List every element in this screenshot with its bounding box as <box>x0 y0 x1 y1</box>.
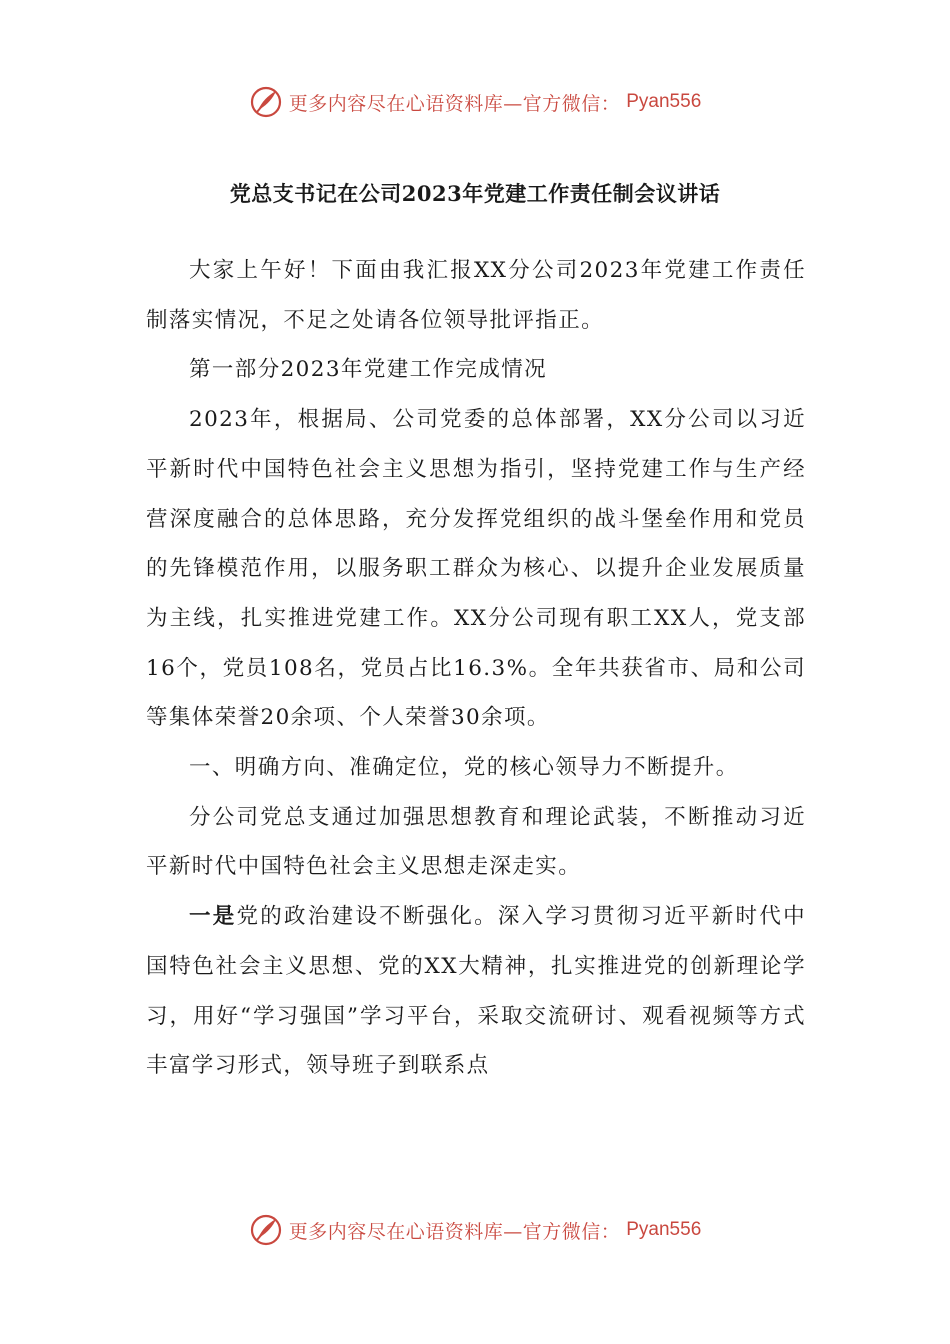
banner-text: 更多内容尽在心语资料库—官方微信： <box>288 92 621 115</box>
section-heading-part-one: 第一部分2023年党建工作完成情况 <box>189 357 548 383</box>
footer-watermark-banner <box>0 1210 950 1250</box>
banner-text: 更多内容尽在心语资料库—官方微信： <box>288 1220 621 1243</box>
paragraph-greeting: 大家上午好！下面由我汇报XX分公司2023年党建工作责任制落实情况，不足之处请各位领导批评指正。 <box>146 258 806 333</box>
subheading-direction: 一、明确方向、准确定位，党的核心领导力不断提升。 <box>189 755 739 781</box>
header-watermark-banner <box>0 82 950 122</box>
document-title: 党总支书记在公司2023年党建工作责任制会议讲话 <box>229 181 721 206</box>
paragraph-lead-bold: 一是 <box>189 904 237 930</box>
paragraph-political-text: 党的政治建设不断强化。深入学习贯彻习近平新时代中国特色社会主义思想、党的XX大精神，扎实推进党的创新理论学习，用好“学习强国”学习平台，采取交流研讨、观看视频等方式丰富学习形式，领导班子到联系点 <box>146 904 806 1079</box>
paragraph-overview: 2023年，根据局、公司党委的总体部署，XX分公司以习近平新时代中国特色社会主义思想为指引，坚持党建工作与生产经营深度融合的总体思路，充分发挥党组织的战斗堡垒作用和党员的先锋模范作用，以服务职工群众为核心、以提升企业发展质量为主线，扎实推进党建工作。XX分公司现有职工XX人，党支部16个，党员108名，党员占比16.3%。全年共获省市、局和公司等集体荣誉20余项、个人荣誉30余项。 <box>146 407 806 731</box>
quill-logo-icon <box>249 85 283 119</box>
paragraph-political-building <box>146 892 806 1091</box>
paragraph-education: 分公司党总支通过加强思想教育和理论武装，不断推动习近平新时代中国特色社会主义思想走深走实。 <box>146 804 806 880</box>
quill-logo-icon <box>249 1213 283 1247</box>
banner-wechat-id: Pyan556 <box>626 1219 702 1240</box>
document-body <box>146 246 806 1091</box>
banner-wechat-id: Pyan556 <box>626 91 702 112</box>
